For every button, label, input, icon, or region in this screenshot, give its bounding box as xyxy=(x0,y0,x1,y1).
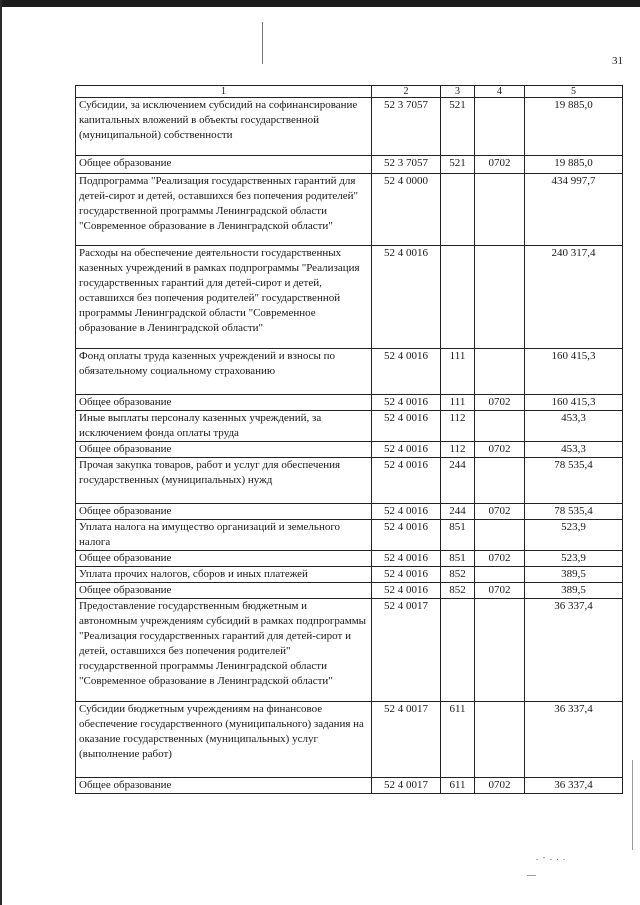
section-cell xyxy=(475,98,525,156)
name-cell: Субсидии бюджетным учреждениям на финансовое обеспечение государственного (муниципального) задания на оказание государственных (муниципальных) услуг (выполнение работ) xyxy=(76,702,372,778)
section-cell: 0702 xyxy=(475,583,525,599)
section-cell xyxy=(475,174,525,246)
section-cell xyxy=(475,702,525,778)
section-cell xyxy=(475,520,525,551)
section-cell xyxy=(475,411,525,442)
header-cell: 1 xyxy=(76,86,372,98)
section-cell: 0702 xyxy=(475,395,525,411)
name-cell: Общее образование xyxy=(76,156,372,174)
table-row xyxy=(76,599,623,702)
name-cell: Общее образование xyxy=(76,504,372,520)
code-cell: 52 4 0016 xyxy=(372,442,441,458)
amount-cell: 160 415,3 xyxy=(525,349,623,395)
code-cell: 52 4 0016 xyxy=(372,567,441,583)
amount-cell: 523,9 xyxy=(525,520,623,551)
type-cell: 851 xyxy=(441,551,475,567)
header-cell: 4 xyxy=(475,86,525,98)
scan-mark-right xyxy=(632,760,633,850)
section-cell xyxy=(475,599,525,702)
section-cell: 0702 xyxy=(475,442,525,458)
table-row xyxy=(76,442,623,458)
section-cell: 0702 xyxy=(475,156,525,174)
section-cell xyxy=(475,349,525,395)
name-cell: Прочая закупка товаров, работ и услуг для обеспечения государственных (муниципальных) нужд xyxy=(76,458,372,504)
amount-cell: 389,5 xyxy=(525,567,623,583)
table-row xyxy=(76,395,623,411)
table-row xyxy=(76,778,623,794)
table-row xyxy=(76,702,623,778)
header-cell: 3 xyxy=(441,86,475,98)
code-cell: 52 4 0016 xyxy=(372,458,441,504)
type-cell: 111 xyxy=(441,395,475,411)
type-cell: 112 xyxy=(441,442,475,458)
table-row xyxy=(76,349,623,395)
type-cell: 112 xyxy=(441,411,475,442)
name-cell: Общее образование xyxy=(76,778,372,794)
table-row xyxy=(76,583,623,599)
scan-dots: . - . . . xyxy=(536,852,566,862)
amount-cell: 453,3 xyxy=(525,442,623,458)
table-row xyxy=(76,156,623,174)
code-cell: 52 4 0017 xyxy=(372,778,441,794)
header-cell: 2 xyxy=(372,86,441,98)
amount-cell: 36 337,4 xyxy=(525,599,623,702)
code-cell: 52 4 0016 xyxy=(372,411,441,442)
name-cell: Подпрограмма "Реализация государственных гарантий для детей-сирот и детей, оставшихся без попечения родителей" государственной программы Ленинградской области "Современное образование в Ленинградской области" xyxy=(76,174,372,246)
name-cell: Предоставление государственным бюджетным и автономным учреждениям субсидий в рамках подпрограммы "Реализация государственных гарантий для детей-сирот и детей, оставшихся без попечения родителей" государственной программы Ленинградской области "Современное образование в Ленинградской области" xyxy=(76,599,372,702)
amount-cell: 389,5 xyxy=(525,583,623,599)
type-cell: 611 xyxy=(441,778,475,794)
code-cell: 52 4 0017 xyxy=(372,702,441,778)
table-row xyxy=(76,458,623,504)
section-cell: 0702 xyxy=(475,551,525,567)
type-cell: 521 xyxy=(441,98,475,156)
amount-cell: 78 535,4 xyxy=(525,458,623,504)
section-cell xyxy=(475,567,525,583)
code-cell: 52 4 0016 xyxy=(372,246,441,349)
table-row xyxy=(76,411,623,442)
section-cell xyxy=(475,246,525,349)
code-cell: 52 4 0016 xyxy=(372,504,441,520)
scan-top-border xyxy=(0,0,640,7)
amount-cell: 36 337,4 xyxy=(525,702,623,778)
type-cell: 244 xyxy=(441,458,475,504)
page-number: 31 xyxy=(612,55,623,67)
code-cell: 52 4 0016 xyxy=(372,551,441,567)
name-cell: Общее образование xyxy=(76,583,372,599)
type-cell xyxy=(441,174,475,246)
section-cell: 0702 xyxy=(475,504,525,520)
amount-cell: 523,9 xyxy=(525,551,623,567)
header-cell: 5 xyxy=(525,86,623,98)
code-cell: 52 4 0016 xyxy=(372,583,441,599)
amount-cell: 19 885,0 xyxy=(525,156,623,174)
type-cell: 851 xyxy=(441,520,475,551)
amount-cell: 78 535,4 xyxy=(525,504,623,520)
table-row xyxy=(76,174,623,246)
name-cell: Иные выплаты персоналу казенных учреждений, за исключением фонда оплаты труда xyxy=(76,411,372,442)
code-cell: 52 3 7057 xyxy=(372,156,441,174)
name-cell: Субсидии, за исключением субсидий на софинансирование капитальных вложений в объекты государственной (муниципальной) собственности xyxy=(76,98,372,156)
type-cell: 852 xyxy=(441,583,475,599)
code-cell: 52 4 0017 xyxy=(372,599,441,702)
name-cell: Общее образование xyxy=(76,551,372,567)
amount-cell: 160 415,3 xyxy=(525,395,623,411)
name-cell: Общее образование xyxy=(76,395,372,411)
name-cell: Уплата прочих налогов, сборов и иных платежей xyxy=(76,567,372,583)
amount-cell: 36 337,4 xyxy=(525,778,623,794)
code-cell: 52 4 0016 xyxy=(372,349,441,395)
section-cell: 0702 xyxy=(475,778,525,794)
type-cell xyxy=(441,599,475,702)
name-cell: Уплата налога на имущество организаций и земельного налога xyxy=(76,520,372,551)
table-row xyxy=(76,246,623,349)
table-row xyxy=(76,520,623,551)
code-cell: 52 3 7057 xyxy=(372,98,441,156)
name-cell: Расходы на обеспечение деятельности государственных казенных учреждений в рамках подпрограммы "Реализация государственных гарантий для детей-сирот и детей, оставшихся без попечения родителей" государственной программы Ленинградской области "Современное образование в Ленинградской области" xyxy=(76,246,372,349)
type-cell: 611 xyxy=(441,702,475,778)
table-row xyxy=(76,98,623,156)
type-cell: 521 xyxy=(441,156,475,174)
section-cell xyxy=(475,458,525,504)
scan-mark-line xyxy=(262,22,263,64)
table-row xyxy=(76,567,623,583)
code-cell: 52 4 0016 xyxy=(372,395,441,411)
type-cell: 111 xyxy=(441,349,475,395)
scan-left-border xyxy=(0,0,2,905)
amount-cell: 19 885,0 xyxy=(525,98,623,156)
table-row xyxy=(76,551,623,567)
name-cell: Общее образование xyxy=(76,442,372,458)
amount-cell: 240 317,4 xyxy=(525,246,623,349)
scan-dash: — xyxy=(527,870,536,880)
table-header-row xyxy=(76,86,623,98)
type-cell: 244 xyxy=(441,504,475,520)
amount-cell: 434 997,7 xyxy=(525,174,623,246)
code-cell: 52 4 0016 xyxy=(372,520,441,551)
table-row xyxy=(76,504,623,520)
type-cell xyxy=(441,246,475,349)
budget-table xyxy=(75,85,623,794)
code-cell: 52 4 0000 xyxy=(372,174,441,246)
amount-cell: 453,3 xyxy=(525,411,623,442)
name-cell: Фонд оплаты труда казенных учреждений и взносы по обязательному социальному страхованию xyxy=(76,349,372,395)
type-cell: 852 xyxy=(441,567,475,583)
